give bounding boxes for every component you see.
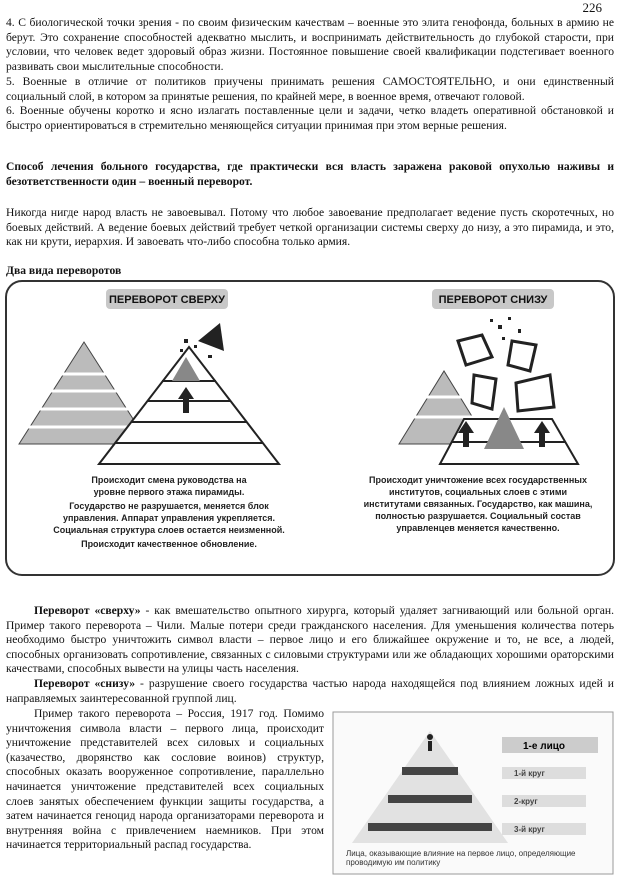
paragraph-coup-bottom: Переворот «снизу» - разрушение своего государства частью народа находящейся под влиянием ложных идей и направляемых заинтересованной группой лиц. bbox=[6, 677, 614, 705]
svg-text:полностью разрушается. Социаль: полностью разрушается. Социальный состав bbox=[375, 511, 581, 521]
svg-text:Происходит качественное обновл: Происходит качественное обновление. bbox=[81, 539, 257, 549]
term-coup-top: Переворот «сверху» bbox=[34, 604, 141, 617]
figure2-caption: Лица, оказывающие влияние на первое лицо, определяющие проводимую им политику bbox=[346, 849, 576, 867]
page-number: 226 bbox=[582, 0, 602, 15]
svg-text:Государство не разрушается, ме: Государство не разрушается, меняется блок bbox=[69, 501, 269, 511]
paragraph-conquest: Никогда нигде народ власть не завоевывал. Потому что любое завоевание предполагает ведение пусть скоротечных, но боевых действий. А ведение боевых действий требует четкой организации системы сверху до низу, а это пирамида, и это, как ни крути, иерархия. И завоевать что-либо способна только армия. bbox=[6, 206, 614, 249]
paragraph-russia-example: Пример такого переворота – Россия, 1917 год. Помимо уничтожения символа власти – первого лица, происходит уничтожение представителей всех силовых и социальных (казачество, дворянство как сословие воинов) структур, способных оказать вооруженное сопротивление, параллельно начинается уничтожение представителей всех социальных слоев занятых обеспечением функции защиты государства, а затем начинается геноцид народа организаторами переворота и внутренняя война с привлечением наемников. При этом начинается территориальный распад государства. bbox=[6, 707, 324, 852]
right-caption bbox=[364, 475, 593, 533]
svg-text:управления. Аппарат управления: управления. Аппарат управления укрепляется. bbox=[62, 513, 276, 523]
heading-treatment: Способ лечения больного государства, где практически вся власть заражена раковой опухолью наживы и безответственности один – военный переворот. bbox=[6, 160, 614, 188]
term-coup-bottom: Переворот «снизу» bbox=[34, 677, 136, 690]
circle2-label: 2-круг bbox=[514, 797, 538, 806]
svg-text:институтами связанных. Государ: институтами связанных. Государство, как машина, bbox=[363, 499, 593, 509]
paragraph-6: 6. Военные обучены коротко и ясно излагать поставленные цели и задачи, четко владеть оперативной обстановкой и быстро ориентироваться в стремительно меняющейся ситуации принимая при этом верные решения. bbox=[6, 104, 614, 132]
circle3-label: 3-й круг bbox=[514, 825, 545, 834]
svg-text:управленцев меняется качествен: управленцев меняется качественно. bbox=[396, 523, 560, 533]
svg-text:уровне первого этажа пирамиды.: уровне первого этажа пирамиды. bbox=[93, 487, 245, 497]
circle1-label: 1-й круг bbox=[514, 769, 545, 778]
influence-pyramid-figure bbox=[332, 711, 614, 875]
paragraph-coup-top: Переворот «сверху» - как вмешательство опытного хирурга, который удаляет загнивающий или больной орган. Пример такого переворота – Чили. Малые потери среди гражданского населения. Для уменьшения количества потерь необходимо быстро уничтожить символ власти – первое лицо и его ближайшее окружение и то, не все, а людей, способных организовать сопротивление, связанных с силовыми структурами или же обладающих хорошими ораторскими качествами, способных вывести на улицы часть населения. bbox=[6, 604, 614, 676]
paragraph-5: 5. Военные в отличие от политиков приучены принимать решения САМОСТОЯТЕЛЬНО, и они единственный социальный слой, в котором за принятые решения, по крайней мере, в военное время, отвечают головой. bbox=[6, 75, 614, 103]
svg-text:Происходит уничтожение всех го: Происходит уничтожение всех государственных bbox=[369, 475, 587, 485]
heading-two-coups: Два вида переворотов bbox=[6, 264, 122, 277]
svg-text:институтов, социальных слоев с: институтов, социальных слоев с этими bbox=[388, 487, 568, 497]
left-title: ПЕРЕВОРОТ СВЕРХУ bbox=[109, 294, 225, 306]
paragraph-4: 4. С биологической точки зрения - по своим физическим качествам – военные это элита генофонда, больных в армию не берут. Это сохранение способностей адекватно мыслить, и воспринимать действительность до глубокой старости, при условии, что человек ведет здоровый образ жизни. Постоянное повышение своей квалификации подстегивает военного развивать свои мыслительные способности. bbox=[6, 16, 614, 73]
svg-text:Социальная структура слоев ост: Социальная структура слоев остается неизменной. bbox=[53, 525, 285, 535]
right-title: ПЕРЕВОРОТ СНИЗУ bbox=[438, 294, 548, 306]
coup-types-figure bbox=[4, 279, 616, 577]
first-person-label: 1-е лицо bbox=[523, 741, 565, 752]
svg-text:Происходит смена руководства н: Происходит смена руководства на bbox=[91, 475, 247, 485]
